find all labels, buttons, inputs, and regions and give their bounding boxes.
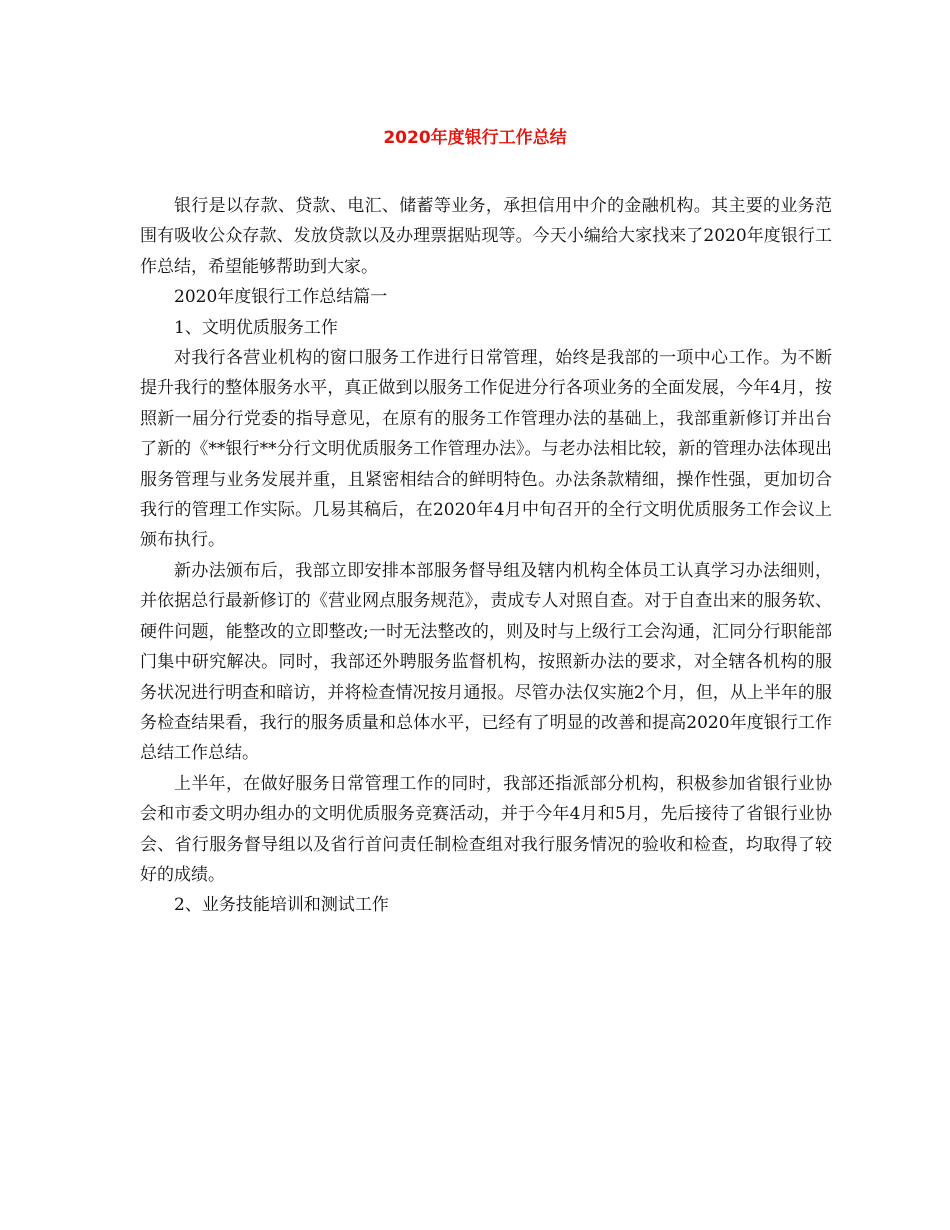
body-paragraph: 新办法颁布后，我部立即安排本部服务督导组及辖内机构全体员工认真学习办法细则，并依据总行最新修订的《营业网点服务规范》，责成专人对照自查。对于自查出来的服务软、硬件问题，能整改的立即整改;一时无法整改的，则及时与上级行工会沟通，汇同分行职能部门集中研究解决。同时，我部还外聘服务监督机构，按照新办法的要求，对全辖各机构的服务状况进行明查和暗访，并将检查情况按月通报。尽管办法仅实施2个月，但，从上半年的服务检查结果看，我行的服务质量和总体水平，已经有了明显的改善和提高2020年度银行工作总结工作总结。	[140, 560, 832, 764]
subsection-heading-training: 2、业务技能培训和测试工作	[174, 895, 389, 916]
intro-paragraph: 银行是以存款、贷款、电汇、储蓄等业务，承担信用中介的金融机构。其主要的业务范围有吸收公众存款、发放贷款以及办理票据贴现等。今天小编给大家找来了2020年度银行工作总结，希望能够帮助到大家。	[140, 196, 832, 277]
document-body	[140, 191, 832, 921]
subsection-heading-service: 1、文明优质服务工作	[174, 317, 338, 338]
body-paragraph: 对我行各营业机构的窗口服务工作进行日常管理，始终是我部的一项中心工作。为不断提升我行的整体服务水平，真正做到以服务工作促进分行各项业务的全面发展，今年4月，按照新一届分行党委的指导意见，在原有的服务工作管理办法的基础上，我部重新修订并出台了新的《**银行**分行文明优质服务工作管理办法》。与老办法相比较，新的管理办法体现出服务管理与业务发展并重，且紧密相结合的鲜明特色。办法条款精细，操作性强，更加切合我行的管理工作实际。几易其稿后，在2020年4月中旬召开的全行文明优质服务工作会议上颁布执行。	[140, 348, 832, 551]
section-heading-part-one: 2020年度银行工作总结篇一	[174, 287, 388, 308]
body-paragraph: 上半年，在做好服务日常管理工作的同时，我部还指派部分机构，积极参加省银行业协会和市委文明办组办的文明优质服务竞赛活动，并于今年4月和5月，先后接待了省银行业协会、省行服务督导组以及省行首问责任制检查组对我行服务情况的验收和检查，均取得了较好的成绩。	[140, 773, 832, 885]
document-title: 2020年度银行工作总结	[383, 128, 567, 148]
